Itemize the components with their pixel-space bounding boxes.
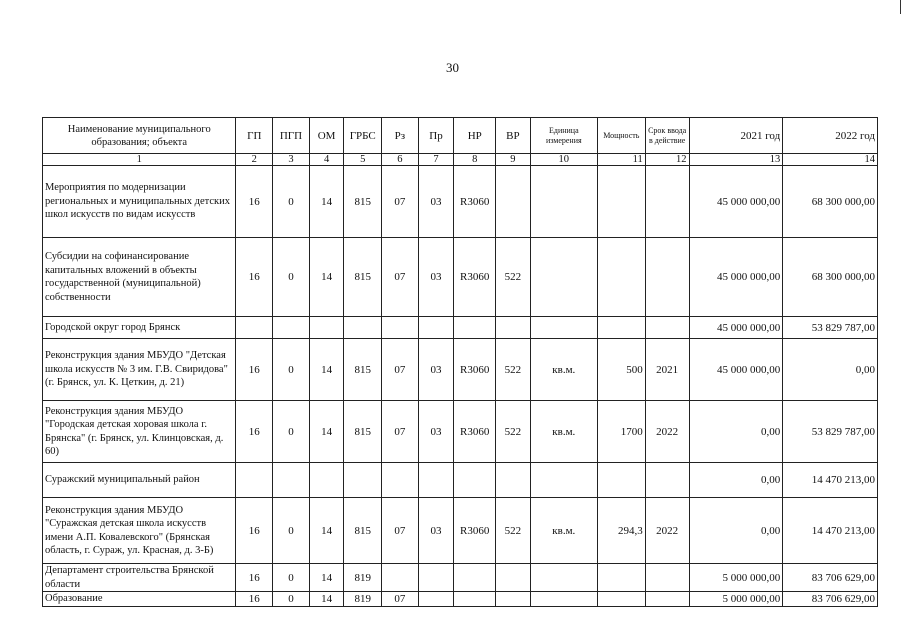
table-cell: [645, 463, 689, 498]
header-pgp: ПГП: [273, 118, 310, 154]
table-cell: 2021: [645, 339, 689, 401]
table-cell: 14: [309, 498, 344, 564]
table-cell: [309, 463, 344, 498]
table-cell: 14: [309, 592, 344, 607]
table-cell: 2022: [645, 498, 689, 564]
table-cell: R3060: [454, 339, 496, 401]
table-cell: R3060: [454, 166, 496, 238]
table-cell: [236, 317, 273, 339]
row-name: Образование: [43, 592, 236, 607]
header-2022: 2022 год: [783, 118, 878, 154]
table-cell: [236, 463, 273, 498]
header-unit: Единица измерения: [530, 118, 597, 154]
table-cell: R3060: [454, 238, 496, 317]
column-number: 4: [309, 154, 344, 166]
table-cell: 03: [418, 166, 454, 238]
table-cell: [418, 564, 454, 592]
table-cell: 03: [418, 401, 454, 463]
table-cell: 16: [236, 498, 273, 564]
table-cell: [597, 317, 645, 339]
column-number-row: [43, 154, 878, 166]
table-cell: 14: [309, 339, 344, 401]
table-cell: [454, 317, 496, 339]
table-row: [43, 564, 878, 592]
column-number: 12: [645, 154, 689, 166]
table-cell: 0: [273, 592, 310, 607]
table-cell: 500: [597, 339, 645, 401]
page-number: 30: [446, 60, 459, 75]
amount-cell: 83 706 629,00: [783, 564, 878, 592]
table-cell: [597, 238, 645, 317]
amount-cell: 68 300 000,00: [783, 238, 878, 317]
amount-cell: 14 470 213,00: [783, 463, 878, 498]
table-row: [43, 592, 878, 607]
table-cell: 03: [418, 238, 454, 317]
table-cell: 03: [418, 498, 454, 564]
table-cell: [496, 463, 531, 498]
column-number: 5: [344, 154, 382, 166]
table-cell: 0: [273, 339, 310, 401]
row-name: Реконструкция здания МБУДО "Городская детская хоровая школа г. Брянска" (г. Брянск, ул. Клинцовская, д. 60): [43, 401, 236, 463]
table-cell: 07: [382, 401, 419, 463]
table-cell: [273, 463, 310, 498]
table-cell: [645, 592, 689, 607]
row-name: Суражский муниципальный район: [43, 463, 236, 498]
table-cell: 0: [273, 498, 310, 564]
header-name: Наименование муниципального образования; объекта: [43, 118, 236, 154]
amount-cell: 45 000 000,00: [689, 317, 783, 339]
table-row: [43, 317, 878, 339]
table-cell: [597, 166, 645, 238]
header-row: [43, 118, 878, 154]
table-cell: 522: [496, 238, 531, 317]
table-cell: [597, 592, 645, 607]
row-name: Реконструкция здания МБУДО "Детская школа искусств № 3 им. Г.В. Свиридова" (г. Брянск, ул. К. Цеткин, д. 21): [43, 339, 236, 401]
amount-cell: 83 706 629,00: [783, 592, 878, 607]
table-cell: 16: [236, 401, 273, 463]
amount-cell: 45 000 000,00: [689, 166, 783, 238]
table-cell: [597, 463, 645, 498]
table-cell: 819: [344, 564, 382, 592]
table-cell: [454, 564, 496, 592]
table-cell: [418, 317, 454, 339]
table-cell: 03: [418, 339, 454, 401]
table-cell: кв.м.: [530, 498, 597, 564]
amount-cell: 14 470 213,00: [783, 498, 878, 564]
amount-cell: 0,00: [689, 498, 783, 564]
table-cell: 14: [309, 238, 344, 317]
table-cell: [645, 166, 689, 238]
table-cell: 1700: [597, 401, 645, 463]
table-cell: 0: [273, 401, 310, 463]
table-cell: [418, 463, 454, 498]
table-row: [43, 166, 878, 238]
column-number: 1: [43, 154, 236, 166]
amount-cell: 5 000 000,00: [689, 564, 783, 592]
table-row: [43, 463, 878, 498]
table-cell: кв.м.: [530, 401, 597, 463]
table-cell: [496, 166, 531, 238]
row-name: Субсидии на софинансирование капитальных вложений в объекты государственной (муниципальной) собственности: [43, 238, 236, 317]
table-cell: [382, 317, 419, 339]
table-cell: 07: [382, 592, 419, 607]
amount-cell: 0,00: [689, 463, 783, 498]
table-cell: 815: [344, 238, 382, 317]
row-name: Городской округ город Брянск: [43, 317, 236, 339]
column-number: 10: [530, 154, 597, 166]
table-cell: [645, 564, 689, 592]
table-cell: [530, 166, 597, 238]
table-cell: [530, 317, 597, 339]
amount-cell: 0,00: [783, 339, 878, 401]
column-number: 14: [783, 154, 878, 166]
row-name: Департамент строительства Брянской области: [43, 564, 236, 592]
table-cell: [496, 592, 531, 607]
table-cell: 07: [382, 238, 419, 317]
table-cell: 16: [236, 339, 273, 401]
table-cell: [645, 317, 689, 339]
table-cell: 07: [382, 498, 419, 564]
amount-cell: 53 829 787,00: [783, 401, 878, 463]
table-cell: 07: [382, 339, 419, 401]
table-cell: 815: [344, 166, 382, 238]
amount-cell: 53 829 787,00: [783, 317, 878, 339]
table-cell: 14: [309, 564, 344, 592]
row-name: Реконструкция здания МБУДО "Суражская детская школа искусств имени А.П. Ковалевского" (Брянская область, г. Сураж, ул. Красная, д. 3-Б): [43, 498, 236, 564]
budget-table: [42, 117, 878, 607]
column-number: 6: [382, 154, 419, 166]
table-cell: 16: [236, 592, 273, 607]
amount-cell: 0,00: [689, 401, 783, 463]
table-cell: 815: [344, 339, 382, 401]
table-cell: R3060: [454, 498, 496, 564]
header-commission-date: Срок ввода в действие: [645, 118, 689, 154]
table-cell: 2022: [645, 401, 689, 463]
table-cell: 16: [236, 564, 273, 592]
header-grbs: ГРБС: [344, 118, 382, 154]
table-cell: [344, 463, 382, 498]
header-rz: Рз: [382, 118, 419, 154]
column-number: 2: [236, 154, 273, 166]
table-cell: [645, 238, 689, 317]
column-number: 11: [597, 154, 645, 166]
table-cell: [530, 463, 597, 498]
table-cell: кв.м.: [530, 339, 597, 401]
table-cell: 522: [496, 339, 531, 401]
table-cell: [273, 317, 310, 339]
header-capacity: Мощность: [597, 118, 645, 154]
table-cell: [344, 317, 382, 339]
table-cell: R3060: [454, 401, 496, 463]
table-cell: [496, 317, 531, 339]
column-number: 9: [496, 154, 531, 166]
table-cell: [530, 238, 597, 317]
margin-mark: [900, 0, 901, 14]
table-cell: [454, 592, 496, 607]
header-pr: Пр: [418, 118, 454, 154]
table-cell: 522: [496, 401, 531, 463]
table-cell: 0: [273, 564, 310, 592]
table-cell: 815: [344, 498, 382, 564]
header-vr: ВР: [496, 118, 531, 154]
table-body: [43, 166, 878, 607]
column-number: 3: [273, 154, 310, 166]
table-cell: 14: [309, 166, 344, 238]
table-cell: [530, 564, 597, 592]
table-cell: 0: [273, 166, 310, 238]
amount-cell: 5 000 000,00: [689, 592, 783, 607]
table-cell: [496, 564, 531, 592]
table-cell: [309, 317, 344, 339]
table-cell: 07: [382, 166, 419, 238]
table-cell: 16: [236, 238, 273, 317]
column-number: 7: [418, 154, 454, 166]
table-cell: 0: [273, 238, 310, 317]
table-cell: 14: [309, 401, 344, 463]
header-2021: 2021 год: [689, 118, 783, 154]
table-cell: 819: [344, 592, 382, 607]
column-number: 13: [689, 154, 783, 166]
header-om: ОМ: [309, 118, 344, 154]
column-number: 8: [454, 154, 496, 166]
table-row: [43, 339, 878, 401]
table-row: [43, 401, 878, 463]
table-row: [43, 238, 878, 317]
header-nr: НР: [454, 118, 496, 154]
table-row: [43, 498, 878, 564]
table-cell: [530, 592, 597, 607]
table-cell: [597, 564, 645, 592]
table-cell: [382, 463, 419, 498]
header-gp: ГП: [236, 118, 273, 154]
amount-cell: 68 300 000,00: [783, 166, 878, 238]
table-cell: 522: [496, 498, 531, 564]
amount-cell: 45 000 000,00: [689, 238, 783, 317]
table-cell: 16: [236, 166, 273, 238]
table-cell: [382, 564, 419, 592]
row-name: Мероприятия по модернизации региональных и муниципальных детских школ искусств по видам искусств: [43, 166, 236, 238]
table-cell: [454, 463, 496, 498]
amount-cell: 45 000 000,00: [689, 339, 783, 401]
table-cell: 815: [344, 401, 382, 463]
table-cell: 294,3: [597, 498, 645, 564]
table-cell: [418, 592, 454, 607]
